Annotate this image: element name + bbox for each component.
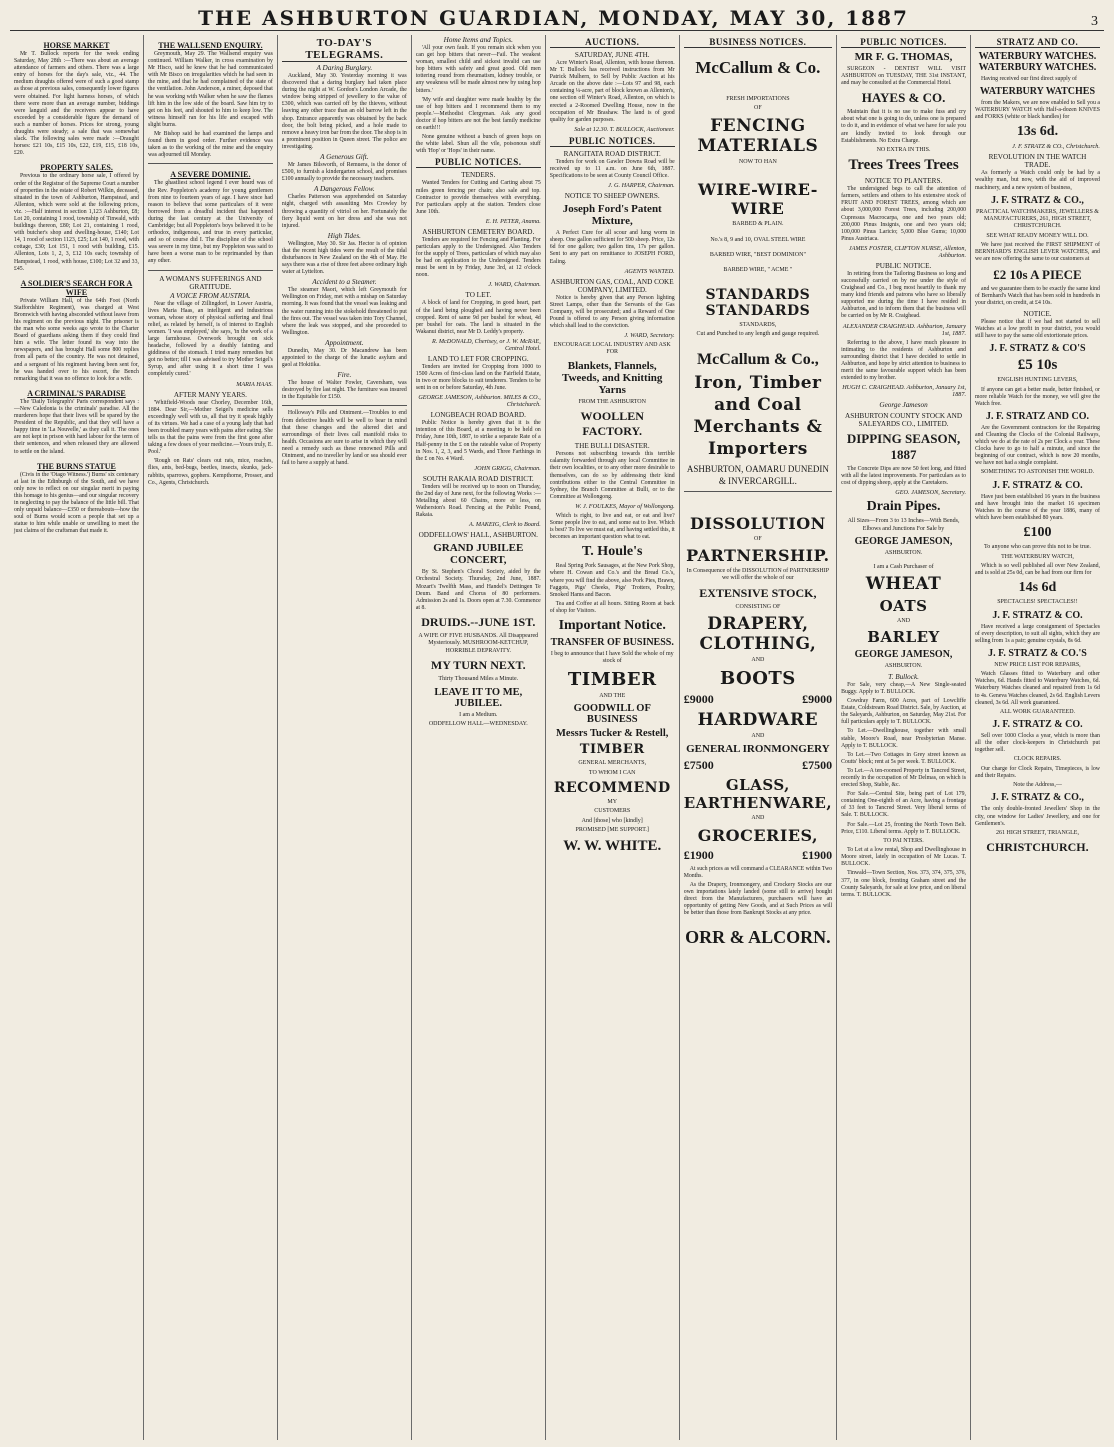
advert-text: OF	[754, 105, 762, 112]
advert-text: In Consequence of the DISSOLUTION of PARTNERSHIP we will offer the whole of our	[686, 568, 830, 582]
subheading: T. Bullock.	[888, 672, 919, 681]
heading: ODDFELLOWS' HALL, ASHBURTON.	[418, 531, 538, 540]
advert-text: To Let at a low rental, Shop and Dwellinghouse in Moore street, lately in occupation of Mr Lucas. T. BULLOCK.	[841, 847, 967, 868]
signature: Sale at 12.30. T. BULLOCK, Auctioneer.	[574, 125, 675, 133]
signature: W. J. FOULKES, Mayor of Wollongong.	[575, 502, 675, 510]
advert-text: from the Makers, we are now enabled to Sell you a WATERBURY WATCH with Half-a-dozen KNIVES and FORKS (white or black handles) for	[975, 100, 1100, 121]
advert-text: Tinwald—Town Section, Nos. 373, 374, 375, 376, 377, in one block, fronting Graham street and the County Saleyards, for sale at low price, and on liberal terms. T. BULLOCK.	[841, 870, 967, 898]
heading: AFTER MANY YEARS.	[173, 390, 247, 399]
subheading: George Jameson	[879, 401, 928, 410]
article-text: Greymouth, May 29. The Wallsend enquiry was continued. William Walker, in cross examination by Mr Hisco, said he knew that he had communicated with Mr Bisco on irregularities which he had seen in the mine, and that he had complained of the state of the ventilation. John Anderson, a miner, deposed that he was working with Walker when he saw the flames lift him in the low side of the board. Saw him try to get on his feet, and shouted to him to keep low. The witness himself ran for his life and escaped with slight burns.	[147, 51, 273, 128]
signature: HUGH C. CRAIGHEAD. Ashburton, January 1st, 1887.	[842, 384, 967, 399]
article-text: Previous to the ordinary horse sale, I offered by order of the Registrar of the Supreme Court a number of properties in the estate of Robert Wilkin, deceased, situated in the town of Ashburton, Hampstead, and Allenton, which were sold at the following prices, viz. :—Half interest in section 1,123 Ashburton, £8; Lot 20, containing 1 rood, township of Tinwald, with buildings thereon, £80; Lot 21, containing 1 rood, with butcher's shop and dwelling-house, £140; Lot 14, 1 rood of section 1123, £25; Lot 140, 1 rood, with cottage, £30; Lot 151, 1 rood with building, £15. Allenton, Lots 1, 2, 3, £12 10s each; township of Hampstead, 1 rood, with house, £100; Lot 32 and 33, £45.	[14, 173, 139, 272]
advert-text: Tea and Coffee at all hours. Sitting Room at back of shop for Visitors.	[549, 600, 675, 614]
heading: LAND TO LET FOR CROPPING.	[427, 354, 529, 363]
subheading: A Dangerous Fellow.	[313, 185, 375, 194]
display-type: OATS	[879, 597, 928, 616]
advert-text: To Let.—Two Cottages in Grey street known as Coutts' block; rent at 5s per week. T. BULLOCK.	[841, 751, 967, 765]
subheading: A Daring Burglary.	[316, 64, 373, 72]
advert-text: Cut and Punched to any length and gauge required.	[696, 331, 820, 338]
heading: REVOLUTION IN THE WATCH TRADE.	[988, 153, 1087, 170]
price-left: £7500	[683, 758, 714, 773]
advert-text: CLOCK REPAIRS.	[1013, 756, 1062, 763]
advert-text: At such prices as will command a CLEARANCE within Two Months.	[683, 865, 833, 879]
advert-heading: J. F. STRATZ & CO.,	[991, 194, 1084, 206]
advert-text: ENGLISH HUNTING LEVERS,	[997, 377, 1078, 384]
subheading: High Tides.	[327, 231, 361, 240]
display-type: PARTNERSHIP.	[686, 546, 830, 566]
advert-heading: LEAVE IT TO ME, JUBILEE.	[434, 686, 523, 709]
advert-heading: EXTENSIVE STOCK,	[699, 585, 817, 600]
advert-text: BARBED & PLAIN.	[732, 221, 784, 228]
divider	[684, 491, 832, 492]
heading: A SEVERE DOMINIE.	[170, 170, 251, 180]
subheading: Appointment.	[325, 338, 364, 347]
advert-text: For Sale.—Lot 25, fronting the North Town Belt. Price, £110. Liberal terms. Apply to T. BULLOCK.	[841, 821, 967, 835]
advert-text: NOW TO HAN	[738, 158, 777, 165]
display-type: GROCERIES,	[697, 825, 819, 845]
display-type: RECOMMEND	[553, 780, 671, 796]
advert-text: Have just been established 16 years in the business and have brought into the market 16 specimen Watches in the course of the year 1886, many of which have been established 80 years.	[975, 493, 1100, 522]
section-heading: BUSINESS NOTICES.	[684, 37, 832, 48]
advert-text: Real Spring Pork Sausages, at the New Pork Shop, where H. Cowan and Co.'s and the Bread Co.'s, where you will find the above, also Pork Pies, Brawn, Faggots, Pigs' Cheeks, Pigs' Trotters, Poultry, Smoked Hams and Bacon.	[549, 563, 675, 598]
advert-heading: McCallum & Co.	[695, 58, 821, 77]
column-6	[680, 35, 837, 1440]
advert-text: AND	[751, 657, 765, 664]
signature: AGENTS WANTED.	[624, 267, 675, 275]
notice-text: Tenders are required for Fencing and Planting. For particulars apply to the Undersigned. Also Tenders for the supply of Trees, particulars of which may also be had on application to the Undersigned. Tenders must be sent in by Friday, June 3rd, at 12 o'clock noon.	[415, 236, 541, 279]
advert-text: None genuine without a bunch of green hops on the white label. Shun all the vile, poisonous stuff with 'Hop' or 'Hops' in their name.	[415, 134, 541, 155]
heading: NOTICE TO SHEEP OWNERS.	[564, 192, 660, 201]
advert-text: STANDARDS,	[739, 321, 777, 328]
display-type: GLASS, EARTHENWARE,	[683, 776, 833, 813]
signature: A. MAKEIG, Clerk to Board.	[468, 521, 541, 529]
advert-heading: GRAND JUBILEE CONCERT,	[433, 542, 524, 567]
article-text: Wellington, May 30. Sir Jas. Hector is of opinion that the recent high tides were the result of the tidal disturbances in New Zealand on the 4th of May. He says there was a rise of three feet above ordinary high water at Lyttelton.	[281, 240, 407, 276]
advert-text: Which is right, to live and eat, or eat and live? Some people live to eat, and some eat to live. Which is best? To live we must eat, and having settled this, it becomes an important question what to eat.	[549, 512, 675, 541]
advert-text: ASHBURTON.	[884, 550, 923, 557]
advert-text: As the Drapery, Ironmongery, and Crockery Stocks are our own importations lately landed (some still to arrive) bought direct from the Manufacturers, purchasers will have an opportunity of getting New Goods, and at Such Prices as will be better than those from Bankrupt Stocks at any price.	[683, 881, 833, 917]
heading: THE BULLI DISASTER.	[574, 442, 650, 451]
article-text: The 'Daily Telegraph's' Paris correspondent says :—New Caledonia is the criminals' paradise. All the murderers hope that their lives will be spared by the President of the Republic, and that they will have a happy time in 'La Nouvelle,' as they call it. The ones are not kept in prison with hard labour for the term of their sentences, and when released they are allowed to settle on the island.	[14, 398, 139, 455]
page-number: 3	[1090, 14, 1098, 29]
advert-text: CUSTOMERS	[594, 808, 631, 815]
notice-text: Notice is hereby given that any Person lighting Street Lamps, other than the Servants of the Gas Company, will be prosecuted; and a Reward of One Pound is offered to any Person giving information which shall lead to the conviction.	[549, 294, 675, 329]
advert-text: And [those] who [kindly]	[581, 817, 643, 824]
advert-text: AND	[897, 618, 911, 625]
heading: Home Items and Topics.	[443, 36, 513, 44]
heading: RANGITATA ROAD DISTRICT.	[563, 149, 661, 158]
heading: THE WALLSEND ENQUIRY.	[158, 41, 263, 50]
advert-text: Sell over 1000 Clocks a year, which is more than all the other clock-keepers in Christchurch put together sell.	[975, 733, 1100, 754]
advert-heading: Trees Trees Trees	[848, 157, 959, 174]
advert-text: The Concrete Dips are now 50 feet long, and fitted with all the latest improvements. For particulars as to cost of dipping sheep, apply at the Caretakers.	[841, 466, 967, 487]
advert-heading: Important Notice.	[558, 617, 666, 633]
column-2	[144, 35, 278, 1440]
advert-text: To anyone who can prove this not to be true.	[984, 544, 1091, 551]
advert-text: Maintain that it is no use to make fuss and cry about what one is going to do, unless one is prepared to do it, and in evidence of what we have for sale you are kindly invited to look through our Establishments. No Extra Charge.	[841, 109, 967, 144]
divider	[282, 405, 407, 406]
advert-heading: £2 10s A PIECE	[993, 266, 1082, 282]
signature: R. McDONALD, Chertsey, or J. W. McRAE, Central Hotel.	[432, 337, 541, 352]
advert-text: No.'s 8, 9 and 10, OVAL STEEL WIRE	[710, 236, 806, 243]
heading: ASHBURTON GAS, COAL, AND COKE COMPANY, LIMITED.	[550, 277, 674, 294]
column-4	[412, 35, 546, 1440]
advert-heading: GOODWILL OF BUSINESS	[573, 703, 651, 726]
advert-heading: GEORGE JAMESON,	[854, 536, 953, 548]
masthead	[10, 6, 1104, 31]
notice-text: Acre Winter's Road, Allenton, with house thereon. Mr T. Bullock has received instructions from Mr Patrick Mulhern, to Sell by Public Auction at his Arcade on the above date :—Lots 97 and 98, each containing ¼-acre, part of block known as Allenton's, one section off Winter's Road, Allenton, on which is erected a 2-Roomed Dwelling House, now in the occupation of Mr Brashaw. The land is of good quality for garden purposes.	[549, 60, 675, 123]
advert-heading: McCallum & Co.,	[697, 350, 819, 368]
display-type: WHEAT	[865, 574, 942, 595]
signature: J. WARD, Chairman.	[488, 281, 541, 289]
advert-heading: WATERBURY WATCHES	[979, 86, 1096, 98]
advert-heading: DRUIDS.--JUNE 1ST.	[421, 614, 536, 629]
subheading: A Generous Gift.	[320, 153, 369, 162]
masthead-title: THE ASHBURTON GUARDIAN, MONDAY, MAY 30, 1887	[198, 6, 909, 30]
advert-text: Have received a large consignment of Spectacles of every description, to suit all sights, which they are selling from 1s a pair; genuine crystals, 8s 6d.	[975, 623, 1100, 644]
advert-text: ASHBURTON.	[884, 663, 923, 670]
display-type: TIMBER	[579, 742, 645, 758]
signature: J. WARD, Secretary.	[624, 332, 675, 340]
advert-text: ALL WORK GUARANTEED.	[999, 708, 1076, 715]
display-type: TIMBER	[567, 668, 657, 690]
display-type: BOOTS	[719, 667, 796, 689]
advert-heading: Joseph Ford's Patent Mixture,	[562, 203, 662, 228]
heading: NOTICE.	[1023, 309, 1052, 318]
article-text: Dunedin, May 30. Dr Macandrew has been appointed to the charge of the lunatic asylum and gaol at Hokitika.	[281, 347, 407, 369]
heading: TO LET.	[465, 291, 492, 300]
advert-text: For Sale.—Central Site, being part of Lot 179, containing One-eighth of an Acre, having a frontage of 33 feet to Tancred Street. Very liberal terms of Sale. T. BULLOCK.	[841, 791, 967, 819]
advert-text: Having received our first direct supply of	[981, 76, 1077, 82]
signature: JOHN GRIGG, Chairman.	[474, 464, 541, 472]
advert-heading: J. F. STRATZ & CO'S	[989, 343, 1086, 355]
notice-text: A block of land for Cropping, in good heart, part of the land being ploughed and having never been cropped. Rent of same 9d per bushel for wheat, 4d per bushel for oats. The land is situated in the Wakanui district, near Mr D. Leddy's property.	[415, 300, 541, 335]
signature: MARIA HAAS.	[236, 380, 273, 388]
price-row	[684, 758, 832, 773]
notice-text: Tenders will be received up to noon on Thursday, the 2nd day of June next, for the following Works :—Metalling about 60 Chains, more or less, on Watherston's Road. Fencing at the Public Pound, Rakaia.	[415, 483, 541, 519]
price-right: £9000	[802, 691, 833, 706]
advert-text: Note the Address,—	[1013, 782, 1062, 788]
display-type: BARLEY	[867, 628, 940, 647]
article-text: The house of Walter Fowler, Caversham, was destroyed by fire last night. The furniture was insured in the Equitable for £150.	[281, 380, 407, 401]
price-right: £1900	[802, 847, 833, 862]
advert-heading: CHRISTCHURCH.	[986, 840, 1089, 855]
signature: E. H. PETER, Anama.	[485, 217, 541, 225]
advert-text: The undersigned begs to call the attention of farmers, settlers and others to his extensive stock of FRUIT AND FOREST TREES, among which are about 3,000,000 Forest Trees, including 200,000 Cupressus Macrocarpa, one and two years old; 200,000 Pinus Insignis, one and two years old; 100,000 Pinus Laricio; 5,000 Blue Gums; 10,000 Pinus Austriaca.	[841, 186, 967, 242]
advert-text: BARBED WIRE, "BEST DOMINION"	[709, 252, 806, 259]
advert-text: OF	[754, 535, 762, 542]
display-type: HARDWARE	[697, 709, 819, 730]
price-row	[684, 848, 832, 863]
advert-text: SEE WHAT READY MONEY WILL DO.	[986, 232, 1089, 239]
advert-heading: J. F. STRATZ & CO.'S	[988, 647, 1087, 659]
columns	[10, 35, 1104, 1440]
article-text: Near the village of Zillingdorf, in Lower Austria, lives Maria Haas, an intelligent and industrious woman, whose story of physical suffering and final relief, as related by herself, is of interest to English women. 'I was employed,' she says, 'in the work of a large farmhouse. Overwork brought on sick headache, followed by a deathly fainting and giddiness of the stomach. I tried many remedies but got no better; till I was advised to try Mother Seigel's Syrup, and after using it a short time I was completely cured.'	[147, 300, 273, 378]
article-text: The ghastliest school legend I ever heard was of the Rev. Poppleton's academy for young gentlemen from nine to fourteen years of age. I have since had reason to believe that some particulars of it were borrowed from a dreadful incident that happened during the last century at the University of Cambridge; but all Poppleton's boys believed it to be orthodox, indigenous, and true in every particular, and so of course did I. The discipline of the school was severe in my time, but my Poppleton was said to have been a worse man to be reprimanded by than any other.	[147, 180, 273, 265]
section-heading: STRATZ AND CO.	[975, 37, 1100, 48]
advert-text: As formerly a Watch could only be had by a wealthy man, but now, with the aid of improved machinery, and a new system of business,	[975, 170, 1100, 191]
column-1	[10, 35, 144, 1440]
advert-heading: T. Houle's	[582, 544, 643, 560]
notice-text: In retiring from the Tailoring Business so long and successfully carried on by me under the style of Craighead and Co., I beg most heartily to thank my many kind friends and patrons who have so liberally supported me during the time I have resided in Ashburton, and to inform them that the business will be carried on by Mr R. Craighead.	[841, 270, 967, 320]
advert-heading: WOOLLEN FACTORY.	[580, 409, 644, 439]
heading: ASHBURTON COUNTY STOCK AND SALEYARDS CO., LIMITED.	[845, 412, 963, 429]
section-heading: PUBLIC NOTICES.	[841, 37, 966, 48]
advert-heading: 14s 6d	[1018, 580, 1057, 596]
advert-heading: ORR & ALCORN.	[685, 927, 831, 948]
advert-text: AND	[751, 732, 765, 739]
advert-text: For Sale, very cheap,—A New Single-seated Buggy. Apply to T. BULLOCK.	[841, 681, 967, 695]
advert-heading: J. F. STRATZ & CO.	[992, 609, 1083, 621]
signature: ALEXANDER CRAIGHEAD. Ashburton, January 1st, 1887.	[842, 322, 967, 337]
notice-text: Tenders for work on Gawler Downs Road will be received up to 11 a.m. on June 6th, 1887. Specifications to be seen at County Council Office.	[549, 158, 675, 180]
advert-text: AND THE	[599, 692, 626, 699]
column-3	[278, 35, 412, 1440]
advert-heading: W. W. WHITE.	[563, 837, 662, 854]
advert-text: 261 HIGH STREET, TRIANGLE,	[996, 829, 1079, 836]
advert-text: I beg to announce that I have Sold the whole of my stock of	[550, 650, 674, 665]
advert-text: and we guarantee them to be exactly the same kind of Bernhard's Watch that has been sold in hundreds in your district, on credit, at £4 10s.	[975, 285, 1100, 306]
advert-text: Thirty Thousand Miles a Minute.	[438, 676, 519, 683]
advert-text: I am a Medium.	[459, 711, 498, 718]
advert-heading: J. F. STRATZ AND CO.	[985, 410, 1090, 422]
display-type: WIRE-WIRE-WIRE	[697, 180, 818, 219]
advert-text: ODDFELLOW HALL—WEDNESDAY.	[428, 720, 528, 727]
advert-heading: J. F. STRATZ & CO.,	[991, 792, 1084, 804]
advert-text: SOMETHING TO ASTONISH THE WORLD.	[980, 469, 1095, 476]
advert-text: ASHBURTON, OAMARU DUNEDIN & INVERCARGILL.	[686, 463, 829, 486]
advert-heading: £5 10s	[1017, 357, 1058, 374]
notice-text: Tenders are invited for Cropping from 1000 to 1500 Acres of first-class land on the Fairfield Estate, in two or more blocks to suit tenderers. Tenders to be sent in on or before Saturday, 4th June.	[415, 363, 541, 392]
heading: A WOMAN'S SUFFERINGS AND GRATITUDE.	[159, 274, 262, 291]
subheading: Fire.	[337, 371, 352, 380]
heading: SOUTH RAKAIA ROAD DISTRICT.	[422, 474, 534, 483]
column-8	[971, 35, 1104, 1440]
advert-heading: GENERAL IRONMONGERY	[686, 743, 830, 756]
advert-text: I am a Cash Purchaser of	[873, 563, 934, 570]
display-type: Iron, Timber and Coal Merchants & Importers	[693, 372, 823, 459]
section-heading: PUBLIC NOTICES.	[550, 136, 675, 147]
article-text: (Civis in the 'Otago Witness.') Burns' six centenary at last in the Edinburgh of the South, and we have only now to reflect on our singular merit in paying this homage to his genius—and our singular recovery in neglecting to pay the balance of the little bill. That only unpaid balance—£350 or thereabouts—how the soul of Burns would scorn a people that set up a statue to him while unable or unwilling to meet the just claims of the craftsman that made it.	[14, 471, 139, 535]
advert-text: To Let.—Dwellinghouse, together with small stable, Moore's Road, near Presbyterian Manse. Apply to T. BULLOCK.	[841, 728, 967, 749]
heading: TO-DAY'S TELEGRAMS.	[282, 37, 407, 62]
article-text: 'Whitfield-Woods near Chorley, December 16th, 1884. Dear Sir,—Mother Seigel's medicine sells exceedingly well with us, all that try it speak highly of its virtues. We had a case of a young lady that had been troubled many years with pains after eating. She tells us that the pains were from the first gone after taking a few doses of your medicine.—Yours truly, E. Pool.'	[147, 399, 273, 456]
advert-text: NO EXTRA IN THIS.	[876, 146, 931, 153]
advert-text: SPECTACLES! SPECTACLES!!	[997, 599, 1078, 606]
advert-text: 'My wife and daughter were made healthy by the use of hop bitters and I recommend them to my people.'—Methodist Clergyman. Ask any good doctor if hop bitters are not the best family medicine on earth!!!	[415, 96, 541, 132]
advert-text: A WIFE OF FIVE HUSBANDS. All Disappeared Mysteriously. MUSHROOM-KETCHUP, HORRIBLE DEPRAVITY.	[418, 632, 539, 654]
heading: NOTICE TO PLANTERS.	[864, 177, 943, 186]
advert-heading: 13s 6d.	[1016, 124, 1059, 140]
advert-heading: £100	[1023, 525, 1052, 541]
advert-text: If anyone can get a better made, better finished, or more reliable Watch for the money, we will give the Watch free.	[975, 386, 1100, 407]
advert-heading: Messrs Tucker & Restell,	[556, 728, 669, 740]
advert-text: We have just received the FIRST SHIPMENT of BERNHARD'S ENGLISH LEVER WATCHES, and we are now offering the same to our customers at	[975, 242, 1100, 263]
heading: A CRIMINAL'S PARADISE	[27, 388, 126, 398]
divider	[148, 270, 273, 271]
heading: PUBLIC NOTICE.	[875, 261, 932, 270]
subheading: Accident to a Steamer.	[312, 278, 377, 287]
advert-text: 'All your own fault. If you remain sick when you can get hop bitters that never—Fail. The weakest woman, smallest child and sickest invalid can use hop bitters with safety and great good. Old men tottering round from rheumatism, kidney trouble, or any weakness will be made almost new by using hop bitters.'	[415, 45, 541, 94]
advert-text: By St. Stephen's Choral Society, aided by the Orchestral Society. Thursday, 2nd June, 1887. Mozart's Twelfth Mass, and Handel's Dettingen Te Deum. Band and Chorus of 80 performers. Admission 2s and 1s. Doors open at 7.30. Commence at 8.	[415, 569, 541, 611]
advert-heading: Blankets, Flannels, Tweeds, and Knitting Yarns	[562, 359, 663, 396]
notice-text: Wanted Tenders for Cutting and Carting about 75 miles green fencing per chain; also sale and top. Contractor to provide themselves with everything. For particulars apply at the station. Tenders close June 10th.	[415, 180, 541, 215]
advert-heading: DIPPING SEASON, 1887	[846, 431, 961, 463]
advert-text: MY	[607, 799, 618, 805]
section-heading: PUBLIC NOTICES.	[416, 157, 541, 168]
price-left: £1900	[683, 847, 714, 862]
advert-text: Please notice that if we had not started to sell Watches at a low profit in your district, you would still have to pay the same old extortionate prices.	[975, 318, 1100, 340]
advert-text: Cowdray Farm, 600 Acres, part of Lowcliffe Estate, Coldstream Road District. Sale, by Auction, at the Saleyards, Ashburton, on Saturday, May 21st. For full particulars apply to T. BULLOCK.	[841, 698, 967, 726]
advert-text: TO WHOM I CAN	[588, 769, 636, 776]
price-row	[684, 692, 832, 707]
display-type: DRAPERY, CLOTHING,	[699, 614, 817, 655]
advert-text: GENERAL MERCHANTS,	[578, 760, 647, 767]
advert-text: SURGEON - DENTIST WILL VISIT ASHBURTON on TUESDAY, THE 31st INSTANT, and may be consulted at the Commercial Hotel.	[841, 66, 967, 87]
section-heading: AUCTIONS.	[550, 37, 675, 48]
advert-heading: GEORGE JAMESON,	[854, 649, 953, 661]
article-text: Mr James Bilsworth, of Remuera, is the donor of £500, to furnish a kindergarten school, and promises £100 annually to provide the necessary teachers.	[281, 162, 407, 183]
advert-text: Watch Glasses fitted to Waterbury and other Watches, 6d. Hands fitted to Waterbury Watches, 6d. Waterbury Watches cleaned and repaired from 1s 6d to 4s. Geneva Watches cleaned, 2s 6d. English Levers cleaned, 3s 6d. All work guaranteed.	[975, 671, 1100, 706]
heading: ASHBURTON CEMETERY BOARD.	[422, 227, 535, 236]
advert-text: A Perfect Cure for all scour and lung worm in sheep. One gallon sufficient for 500 sheep. Price, 12s 6d for one gallon; two gallon tins, 17s per gallon. Sent to any part on remittance to JOSEPH FORD, Ealing.	[549, 230, 675, 265]
advert-text: Are the Government contractors for the Repairing and Cleaning the Clocks of the Colonial Railways, which we do at the rate of 2s per Clock a year. These Clocks have to go to half a minute, and since the beginning of our contract, which is now 20 months, we have not had a single complaint.	[975, 424, 1100, 467]
divider	[148, 163, 273, 164]
price-left: £9000	[683, 691, 714, 706]
advert-text: Which is so well published all over New Zealand, and is sold at 25s 0d, can be had from our firm for	[975, 562, 1100, 577]
signature: J. G. HARPER, Chairman.	[608, 182, 675, 190]
heading: LONGBEACH ROAD BOARD.	[430, 411, 526, 420]
price-right: £7500	[802, 758, 833, 773]
notice-text: Persons not subscribing towards this terrible calamity forwarded through any local Committee in their own localities, or to any other more desirable to themselves, can do so by addressing their kind contributions either to the Central Committee in Sydney, the Branch Committee at Bulli, or to the Committee at Wollongong.	[549, 451, 675, 500]
display-type: STANDARDS STANDARDS	[705, 286, 811, 319]
article-text: Private William Hall, of the 64th Foot (North Staffordshire Regiment), was charged at West Bromwich with having absconded without leave from his regiment on the previous night. The prisoner is the man who some weeks ago wrote to the Charter Board of guardians asking them if they could find him a wife. The letter found its way into the newspapers, and has brought Hall some 800 replies from all parts of the country. He was not detained, and a sergeant of his regiment having been sent for, he was handed over to his escort, the Bench remarking that it was no offence to look for a wife.	[14, 297, 139, 382]
notice-text: Public Notice is hereby given that it is the intention of this Board, at a meeting to be held on Friday, June 10th, 1887, to strike a separate Rate of a Half-penny in the £ on the rateable value of Property in Nos. 1, 2, 3, and 5 Wards, and Three Farthings in the £ on No. 4 Ward.	[415, 420, 541, 462]
heading: SATURDAY, JUNE 4TH.	[574, 51, 650, 59]
heading: HORSE MARKET	[43, 41, 110, 50]
advert-text: ENCOURAGE LOCAL INDUSTRY AND ASK FOR	[553, 342, 671, 356]
heading: THE BURNS STATUE	[37, 461, 116, 471]
advert-text: CONSISTING OF	[735, 603, 781, 610]
signature: GEORGE JAMESON, Ashburton. MILES & CO., Christchurch.	[418, 394, 541, 409]
advert-heading: WATERBURY WATCHES. WATERBURY WATCHES.	[978, 51, 1097, 73]
advert-text: 'Rough on Rats' clears out rats, mice, roaches, flies, ants, bed-bugs, beetles, insects, skunks, jack-rabbits, sparrows, gophers. Kempthorne, Prosser, and Co., Agents, Christchurch.	[147, 458, 273, 486]
display-type: FENCING MATERIALS	[697, 115, 819, 156]
advert-heading: J. F. STRATZ & CO.	[992, 479, 1083, 491]
advert-text: All Sizes—From 3 to 13 Inches—With Bends, Elbows and Junctions For Sale by	[847, 518, 960, 532]
article-text: Mr T. Bullock reports for the week ending Saturday, May 28th :—There was about an average attendance of farmers and others. There was a large entry of horses for the day's sale, viz., 44. The medium draughts offered were of such a good stamp as those at previous sales, consequently lower figures were obtained. For light harness horses, of which there were more than an average number, biddings were languid and the receivers appear to have exceeded by a considerable figure the demand of such a number of horses. Prices for strong, young draughts were steady; a sale that was somewhat slack. The following sales were made :—Draught horses: £21 10s, £15 10s, £22, £19, £15, £18 10s, £20.	[14, 51, 139, 157]
advert-text: AND	[751, 815, 765, 822]
advert-heading: HAYES & CO.	[861, 90, 946, 106]
advert-heading: MR F. G. THOMAS,	[854, 51, 953, 63]
heading: PROPERTY SALES.	[40, 163, 113, 173]
article-text: Charles Patterson was apprehended on Saturday night, charged with assaulting Mrs Crowley by throwing a quantity of vitriol on her. Fortunately the fiery liquid went on her dress and she was not injured.	[281, 194, 407, 229]
advert-text: FROM THE ASHBURTON	[578, 398, 646, 405]
display-type: DISSOLUTION	[689, 513, 826, 533]
notice-text: Referring to the above, I have much pleasure in intimating to the residents of Ashburton and surrounding district that I have decided to settle in Ashburton, and hope by strict attention to business to merit the same favourable support which has been extended to my brother.	[841, 339, 967, 382]
advert-text: The only double-fronted Jewellers' Shop in the city, one window for Ladies' Jewellery, and one for Gentlemen's.	[975, 806, 1100, 827]
advert-heading: Drain Pipes.	[866, 499, 941, 515]
subheading: A VOICE FROM AUSTRIA.	[170, 291, 251, 300]
heading: TENDERS.	[461, 171, 496, 180]
advert-text: PRACTICAL WATCHMAKERS, JEWELLERS & MANUFACTURERS, 261, HIGH STREET, CHRISTCHURCH.	[975, 208, 1099, 230]
advert-text: To Let.—A ten-roomed Property in Tancred Street, recently in the occupation of Mr Delmas, on which is erected Shop, Stable, &c.	[841, 767, 967, 789]
advert-text: Our charge for Clock Repairs, Timepieces, is low and their Repairs.	[975, 765, 1100, 779]
signature: J. F. STRATZ & CO., Christchurch.	[1012, 143, 1100, 151]
advert-text: FRESH IMPORTATIONS	[726, 96, 790, 102]
advert-text: NEW PRICE LIST FOR REPAIRS,	[994, 661, 1081, 668]
heading: A SOLDIER'S SEARCH FOR A WIFE	[20, 278, 133, 297]
advert-heading: TRANSFER OF BUSINESS.	[550, 636, 674, 648]
advert-heading: J. F. STRATZ & CO.	[992, 719, 1083, 731]
advert-text: PROMISED [ME SUPPORT.]	[575, 827, 649, 834]
column-5	[546, 35, 680, 1440]
article-text: Auckland, May 30. Yesterday morning it was discovered that a daring burglary had taken place during the night at W. Gordon's London Arcade, the window being stripped of jewellery to the value of £300, which was carried off by the thieves, without leaving any other trace than an old barrow left in the shop. Entrance apparently was obtained by the back door, the bolt being picked, and a hole made to remove a heavy iron bar from the door. The shop is in a prominent position in Queen street. The police are investigating.	[281, 73, 407, 150]
article-text: Mr Bishop said he had examined the lamps and found them in good order. Further evidence was taken as to the working of the mine and the enquiry was adjourned till Monday.	[147, 131, 273, 159]
signature: GEO. JAMESON, Secretary.	[895, 489, 967, 497]
advert-text: THE WATERBURY WATCH,	[1001, 553, 1074, 560]
advert-text: Holloway's Pills and Ointment.—Troubles to end from defective health will be well to bear in mind that these changes and the altered diet and surroundings of their lives call manifold risks to health. Occasions are sure to arise in which they will need a remedy such as these renowned Pills and Ointment, and no traveller by land or sea should ever fail to have a supply at hand.	[281, 410, 407, 467]
advert-text: BARBED WIRE, " ACME "	[723, 267, 793, 274]
advert-heading: MY TURN NEXT.	[430, 658, 526, 673]
column-7	[837, 35, 971, 1440]
advert-text: TO PAI NTERS.	[883, 837, 924, 844]
article-text: The steamer Maori, which left Greymouth for Wellington on Friday, met with a mishap on Saturday morning. It was found that the vessel was leaking and the water running into the stokehold threatened to put the fires out. The vessel was taken into Tory Channel, where the leak was stopped, and she proceeded to Wellington.	[281, 287, 407, 336]
signature: JAMES FOSTER, CLIFTON NURSE, Allenton, Ashburton.	[848, 244, 967, 259]
